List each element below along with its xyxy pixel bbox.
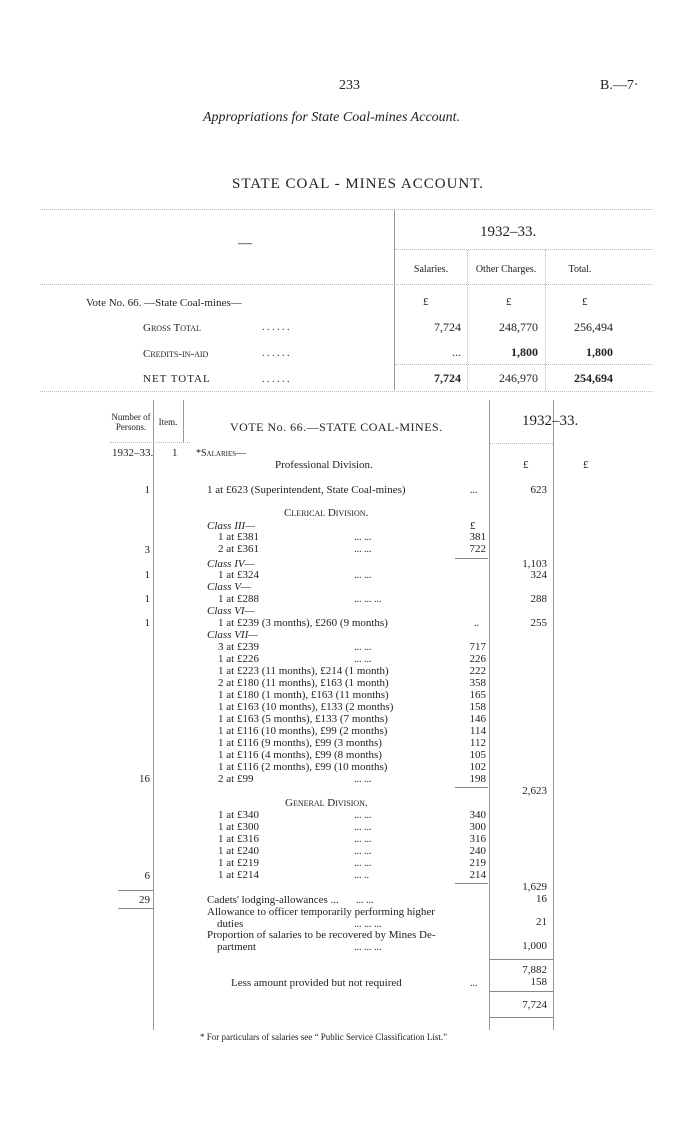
line-value: 381 [469,531,486,543]
line-text: 1 at £163 (5 months), £133 (7 months) [218,713,388,725]
page-subtitle: Appropriations for State Coal-mines Account. [203,110,461,125]
leader-dots: ... .. [354,870,369,881]
class-v-persons: 1 [144,593,150,605]
total-value: 1,800 [586,345,613,359]
line-text: 3 at £239 [218,641,259,653]
col-header-persons: Number of Persons. [111,412,151,432]
general-total: 1,629 [522,881,547,893]
class-vii-rule [455,787,488,788]
line-text: 2 at £180 (11 months), £163 (1 month) [218,677,389,689]
currency-col-2: £ [583,459,589,471]
professional-text: 1 at £623 (Superintendent, State Coal-mines) [207,484,406,496]
professional-heading: Professional Division. [275,459,373,471]
class-iii-rule [455,558,488,559]
leader-dots: ... ... [356,895,374,906]
other-charges-value: 246,970 [499,371,538,385]
col-header-other-charges: Other Charges. [475,264,537,275]
leader-dots: ... ... ... [354,594,382,605]
line-text: 1 at £381 [218,531,259,543]
salaries-heading: *Salaries— [196,448,247,459]
currency-inner: £ [470,520,476,532]
persons-header-rule [110,442,190,443]
leader-dots: ... ... [354,822,372,833]
detail-year: 1932–33. [522,413,579,429]
line-text: 1 at £316 [218,833,259,845]
leader-dots: ... ... ... [354,919,382,930]
net-amount: 7,724 [522,999,547,1011]
subtotal-rule [490,959,553,960]
proportion-text-1: Proportion of salaries to be recovered by Mines De- [207,929,436,941]
col-header-total: Total. [568,264,592,275]
document-reference: B.—7· [600,78,639,93]
allowance-text-2: duties [217,918,244,930]
detail-title: VOTE No. 66.—STATE COAL-MINES. [230,420,443,434]
class-v-text: 1 at £288 [218,593,259,605]
leader-dots: ... [470,978,478,989]
line-text: 1 at £116 (9 months), £99 (3 months) [218,737,382,749]
net-rule-top [490,991,553,992]
professional-persons: 1 [144,484,150,496]
page-number: 233 [339,78,360,93]
leader-dots: ... ... [354,834,372,845]
line-value: 112 [469,737,486,749]
leader-dots: ... ... [354,570,372,581]
class-iii-heading: Class III— [207,520,255,532]
line-value: 102 [469,761,486,773]
col-header-item: Item. [158,417,178,427]
line-value: 214 [469,869,486,881]
line-text: 1 at £163 (10 months), £133 (2 months) [218,701,394,713]
other-charges-value: 1,800 [511,345,538,359]
class-iv-text: 1 at £324 [218,569,259,581]
line-text: 1 at £116 (4 months), £99 (8 months) [218,749,382,761]
leader-dots: ... ... [354,774,372,785]
line-text: 1 at £226 [218,653,259,665]
item-number: 1 [172,447,178,459]
class-vii-persons: 16 [139,773,150,785]
summary-year-rule [395,249,653,250]
leader-dots: ... ... [354,642,372,653]
leader-dots: ... ... [354,544,372,555]
amounts-header-rule [490,443,553,444]
line-value: 240 [469,845,486,857]
line-value: 222 [469,665,486,677]
currency-salaries: £ [423,296,429,308]
line-text: 2 at £99 [218,773,254,785]
line-value: 158 [469,701,486,713]
general-persons: 6 [144,870,150,882]
class-iv-amount: 324 [530,569,547,581]
leader-dots: . . . . . . [262,374,290,385]
summary-top-rule [40,209,653,210]
class-vi-heading: Class VI— [207,605,255,617]
line-text: 1 at £219 [218,857,259,869]
summary-header-rule [40,284,653,285]
row-label: Gross Total [143,322,201,334]
leader-dots: ... ... [354,532,372,543]
row-label: NET TOTAL [143,373,211,385]
line-text: 1 at £223 (11 months), £214 (1 month) [218,665,389,677]
persons-total-rule-bottom [118,908,153,909]
leader-dots: . . . . . . [262,348,290,359]
summary-dash: — [238,236,252,251]
summary-year: 1932–33. [480,224,537,240]
other-charges-value: 248,770 [499,320,538,334]
leader-dots: . . . . . . [262,322,290,333]
subtotal-amount: 7,882 [522,964,547,976]
line-value: 722 [469,543,486,555]
row-label: Credits-in-aid [143,348,209,360]
professional-amount: 623 [530,484,547,496]
line-text: 1 at £214 [218,869,259,881]
general-heading: General Division. [285,797,368,809]
summary-net-rule [395,364,653,365]
line-value: 105 [469,749,486,761]
line-value: 146 [469,713,486,725]
col-header-salaries: Salaries. [413,264,449,275]
class-iv-persons: 1 [144,569,150,581]
class-iii-total: 1,103 [522,558,547,570]
leader-dots: .. [474,618,479,629]
line-value: 316 [469,833,486,845]
leader-dots: ... [470,485,478,496]
salaries-value: 7,724 [434,320,461,334]
leader-dots: ... ... [354,810,372,821]
less-text: Less amount provided but not required [231,977,402,989]
class-vii-heading: Class VII— [207,629,259,641]
class-vi-persons: 1 [144,617,150,629]
class-v-heading: Class V— [207,581,251,593]
leader-dots: ... ... [354,846,372,857]
class-vi-amount: 255 [530,617,547,629]
line-value: 114 [469,725,486,737]
total-value: 254,694 [574,371,613,385]
summary-title: STATE COAL - MINES ACCOUNT. [232,176,485,192]
line-value: 358 [469,677,486,689]
vote-label: Vote No. 66. —State Coal-mines— [86,297,242,309]
net-rule-bottom [490,1017,553,1018]
line-value: 340 [469,809,486,821]
line-text: 1 at £116 (2 months), £99 (10 months) [218,761,388,773]
line-text: 1 at £180 (1 month), £163 (11 months) [218,689,389,701]
leader-dots: ... ... [354,858,372,869]
line-text: 2 at £361 [218,543,259,555]
persons-total-rule-top [118,890,153,891]
proportion-text-2: partment [217,941,257,953]
summary-divider [394,210,395,390]
line-text: 1 at £240 [218,845,259,857]
salaries-value: 7,724 [434,371,461,385]
less-amount: 158 [530,976,547,988]
line-text: 1 at £116 (10 months), £99 (2 months) [218,725,388,737]
class-iii-persons: 3 [144,544,150,556]
line-text: 1 at £340 [218,809,259,821]
footnote: * For particulars of salaries see “ Public Service Classification List.” [200,1032,448,1042]
amounts-right-rule [553,400,554,1030]
total-value: 256,494 [574,320,613,334]
line-text: 1 at £300 [218,821,259,833]
line-value: 717 [469,641,486,653]
general-rule [455,883,488,884]
cadets-text: Cadets' lodging-allowances ... [207,894,339,906]
class-iv-heading: Class IV— [207,558,255,570]
currency-col-1: £ [523,459,529,471]
line-value: 300 [469,821,486,833]
item-column-rule [183,400,184,442]
leader-dots: ... ... ... [354,942,382,953]
cadets-amount: 16 [536,893,547,905]
class-v-amount: 288 [530,593,547,605]
class-vi-text: 1 at £239 (3 months), £260 (9 months) [218,617,388,629]
total-persons: 29 [139,894,150,906]
persons-year: 1932–33. [112,447,154,459]
allowance-amount: 21 [536,916,547,928]
clerical-heading: Clerical Division. [284,507,369,519]
line-value: 226 [469,653,486,665]
line-value: 219 [469,857,486,869]
leader-dots: ... ... [354,654,372,665]
currency-other: £ [506,296,512,308]
summary-bottom-rule [40,391,653,392]
salaries-value: ... [452,345,461,359]
allowance-text-1: Allowance to officer temporarily performing higher [207,906,435,918]
proportion-amount: 1,000 [522,940,547,952]
persons-column-rule [153,400,154,1030]
line-value: 198 [469,773,486,785]
class-vii-total: 2,623 [522,785,547,797]
line-value: 165 [469,689,486,701]
currency-total: £ [582,296,588,308]
